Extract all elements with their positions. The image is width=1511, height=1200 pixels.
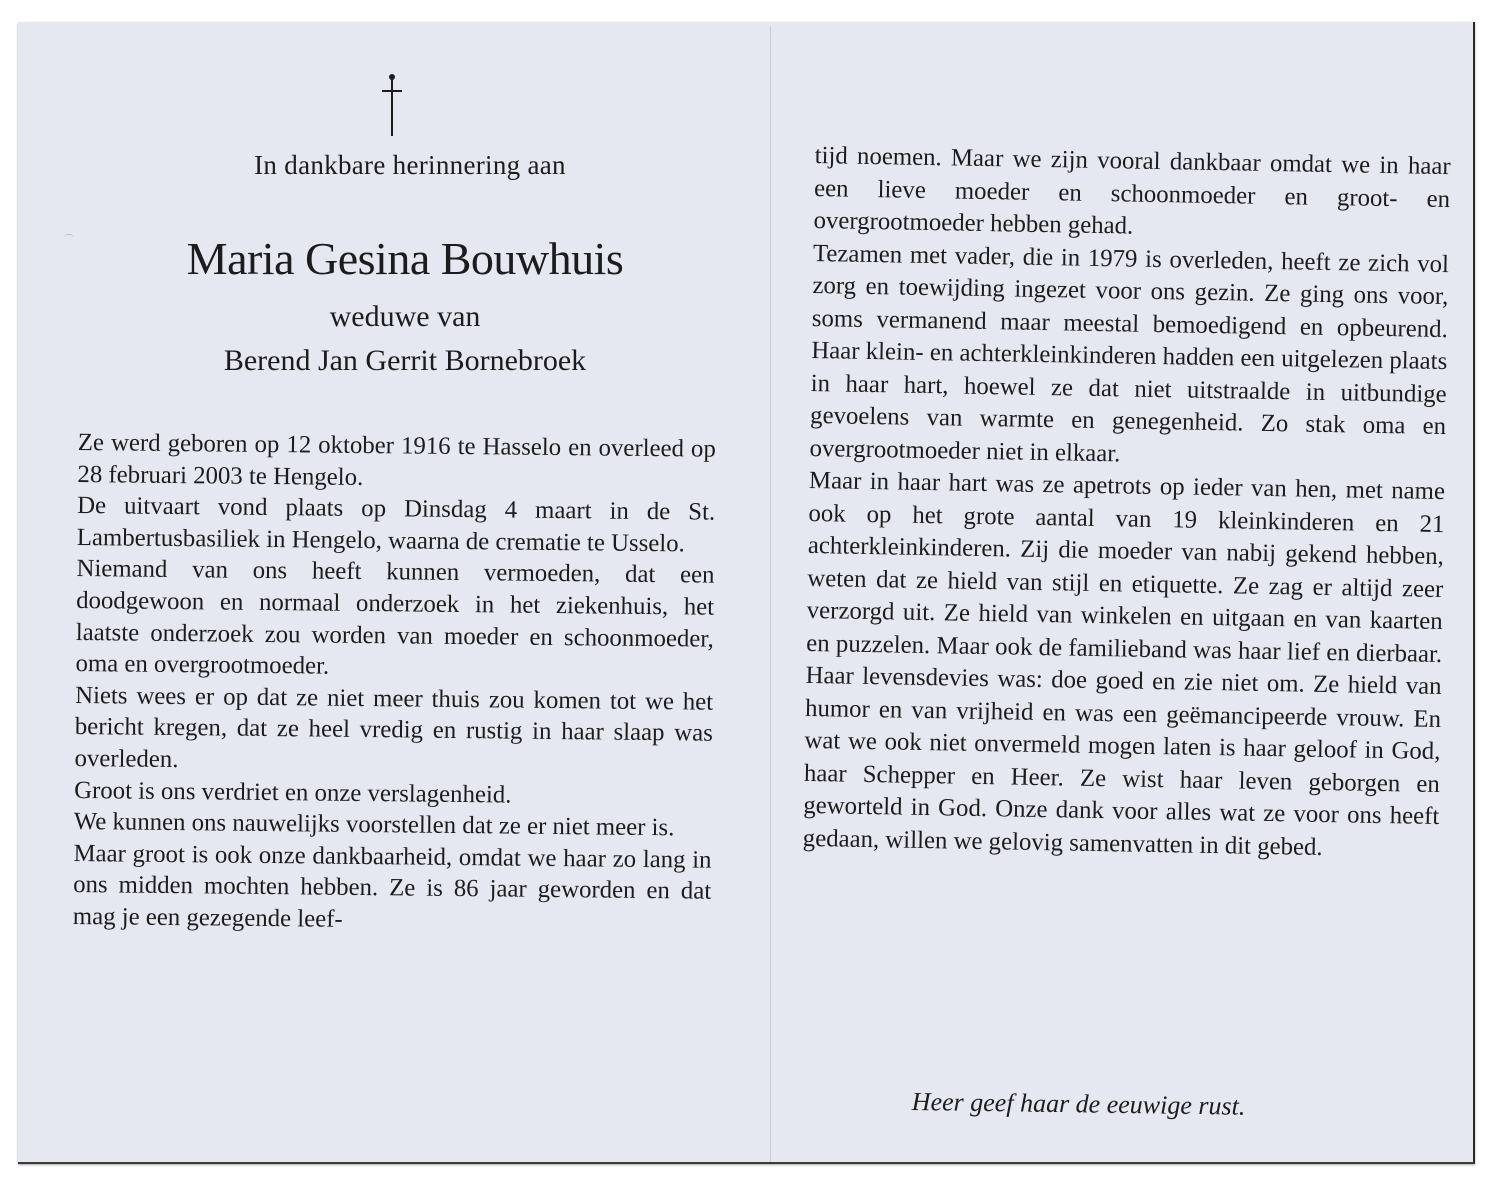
cross-icon (379, 76, 405, 136)
paragraph-examination: Niemand van ons heeft kunnen vermoeden, dat een doodgewoon en normaal onderzoek in het ziekenhuis, het laatste onderzoek zou worden van moeder en schoonmoeder, oma en overgrootmoeder. (75, 555, 715, 680)
paragraph-passing: Niets wees er op dat ze niet meer thuis zou komen tot we het bericht kregen, dat ze heel vredig en rustig in haar slaap was overleden. (74, 681, 714, 774)
closing-prayer: Heer geef haar de eeuwige rust. (911, 1087, 1246, 1121)
left-page-body (73, 427, 716, 939)
paragraph-gratitude: Maar groot is ook onze dankbaarheid, omdat we haar zo lang in ons midden mochten hebben. Ze is 86 jaar geworden en dat mag je een gezegende leef- (72, 839, 712, 933)
card-fold-line (770, 26, 771, 1162)
intro-text: In dankbare herinnering aan (254, 150, 566, 180)
husband-name: Berend Jan Gerrit Bornebroek (223, 344, 587, 377)
paragraph-character: Maar in haar hart was ze apetrots op ieder van hen, met name ook op het grote aantal van 19 kleinkinderen en 21 achterkleinkinderen. Zij die moeder van nabij gekend hebben, weten dat ze hield van stijl en etiquette. Ze zag er altijd zeer verzorgd uit. Ze hield van winkelen en uitgaan en van kaarten en puzzelen. Maar ook de familieband was haar lief en dierbaar. Haar levensdevies was: doe goed en zie niet om. Ze hield van humor en van vrijheid en was een geëmancipeerde vrouw. En wat we ook niet onvermeld mogen laten is haar geloof in God, haar Schepper en Heer. Ze wist haar leven geborgen en geworteld in God. Onze dank voor alles wat ze voor ons heeft gedaan, willen we gelovig samenvatten in dit gebed. (802, 466, 1446, 861)
paper-mark (64, 234, 74, 241)
paragraph-grief: Groot is ons verdriet en onze verslagenheid. (74, 776, 512, 809)
deceased-name: Maria Gesina Bouwhuis (186, 233, 624, 284)
widow-of-label: weduwe van (329, 300, 481, 333)
paragraph-funeral: De uitvaart vond plaats op Dinsdag 4 maart in de St. Lambertusbasiliek in Hengelo, waarna de crematie te Usselo. (76, 492, 716, 558)
paragraph-thankful: tijd noemen. Maar we zijn vooral dankbaar omdat we in haar een lieve moeder en schoonmoeder en groot- en overgrootmoeder hebben gehad. (813, 141, 1451, 240)
paragraph-family: Tezamen met vader, die in 1979 is overleden, heeft ze zich vol zorg en toewijding ingezet voor ons gezin. Ze ging ons voor, soms vermanend maar meestal bemoedigend en opbeurend. Haar klein- en achterkleinkinderen hadden een uitgelezen plaats in haar hart, hoewel ze dat niet uitstraalde in uitbundige gevoelens van warmte en genegenheid. Zo stak oma en overgrootmoeder niet in elkaar. (809, 239, 1450, 467)
paragraph-absence: We kunnen ons nauwelijks voorstellen dat ze er niet meer is. (73, 808, 675, 842)
paragraph-birth: Ze werd geboren op 12 oktober 1916 te Hasselo en overleed op 28 februari 2003 te Hengelo. (77, 428, 716, 491)
right-page-body (803, 140, 1451, 866)
